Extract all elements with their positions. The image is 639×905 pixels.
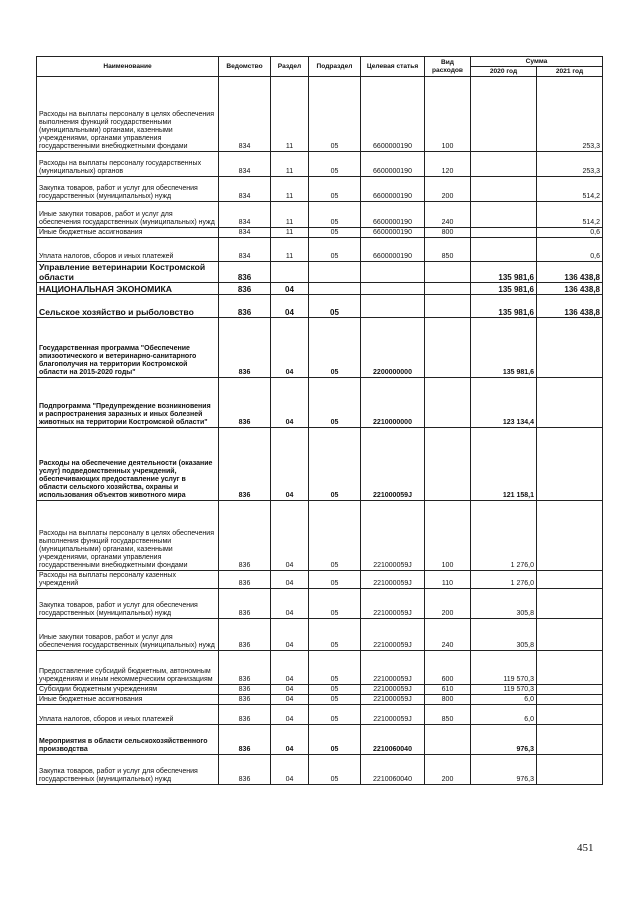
row-podrazdel: 05 — [309, 685, 361, 695]
row-vedomstvo: 834 — [219, 152, 271, 177]
row-name: Иные бюджетные ассигнования — [37, 228, 219, 238]
row-sum-2020: 6,0 — [471, 695, 537, 705]
row-sum-2020: 6,0 — [471, 705, 537, 725]
row-sum-2021 — [537, 705, 603, 725]
row-vid: 610 — [425, 685, 471, 695]
row-podrazdel: 05 — [309, 619, 361, 651]
row-razdel: 04 — [271, 651, 309, 685]
row-razdel: 11 — [271, 238, 309, 262]
table-row — [37, 705, 603, 725]
row-name: Уплата налогов, сборов и иных платежей — [37, 238, 219, 262]
row-vedomstvo: 834 — [219, 238, 271, 262]
row-podrazdel: 05 — [309, 725, 361, 755]
row-vedomstvo: 836 — [219, 685, 271, 695]
row-sum-2020: 135 981,6 — [471, 262, 537, 283]
row-sum-2021 — [537, 619, 603, 651]
row-target: 6600000190 — [361, 238, 425, 262]
row-name: Подпрограмма "Предупреждение возникновения и распространения заразных и иных болезней животных на территории Костромской области" — [37, 378, 219, 428]
row-vedomstvo: 836 — [219, 318, 271, 378]
row-sum-2021 — [537, 589, 603, 619]
row-vedomstvo: 836 — [219, 428, 271, 501]
row-podrazdel: 05 — [309, 202, 361, 228]
row-name: Расходы на выплаты персоналу казенных учреждений — [37, 571, 219, 589]
row-name: Иные закупки товаров, работ и услуг для обеспечения государственных (муниципальных) нужд — [37, 619, 219, 651]
table-row — [37, 589, 603, 619]
row-target: 221000059J — [361, 705, 425, 725]
row-name: Мероприятия в области сельскохозяйственного производства — [37, 725, 219, 755]
row-vid — [425, 428, 471, 501]
row-target — [361, 283, 425, 295]
row-target: 6600000190 — [361, 77, 425, 152]
row-vid: 120 — [425, 152, 471, 177]
header-vid: Вид расходов — [425, 57, 471, 77]
header-name: Наименование — [37, 57, 219, 77]
row-razdel: 04 — [271, 295, 309, 318]
row-podrazdel: 05 — [309, 77, 361, 152]
row-vedomstvo: 836 — [219, 378, 271, 428]
row-target: 2210060040 — [361, 725, 425, 755]
row-sum-2020 — [471, 152, 537, 177]
row-target: 221000059J — [361, 651, 425, 685]
row-sum-2021 — [537, 318, 603, 378]
row-name: Закупка товаров, работ и услуг для обеспечения государственных (муниципальных) нужд — [37, 755, 219, 785]
row-vid — [425, 262, 471, 283]
row-sum-2020 — [471, 238, 537, 262]
row-sum-2021: 253,3 — [537, 77, 603, 152]
row-razdel: 11 — [271, 152, 309, 177]
row-podrazdel: 05 — [309, 651, 361, 685]
page-number: 451 — [577, 842, 594, 854]
row-vedomstvo: 834 — [219, 77, 271, 152]
row-vedomstvo: 836 — [219, 705, 271, 725]
row-sum-2020: 119 570,3 — [471, 685, 537, 695]
row-podrazdel: 05 — [309, 428, 361, 501]
row-podrazdel: 05 — [309, 177, 361, 202]
table-row — [37, 262, 603, 283]
row-name: Уплата налогов, сборов и иных платежей — [37, 705, 219, 725]
row-razdel: 04 — [271, 501, 309, 571]
row-target: 6600000190 — [361, 152, 425, 177]
table-row — [37, 202, 603, 228]
row-sum-2020: 1 276,0 — [471, 571, 537, 589]
table-row — [37, 619, 603, 651]
row-podrazdel: 05 — [309, 378, 361, 428]
row-vid — [425, 725, 471, 755]
row-sum-2020: 121 158,1 — [471, 428, 537, 501]
row-podrazdel: 05 — [309, 571, 361, 589]
row-razdel: 11 — [271, 228, 309, 238]
row-podrazdel — [309, 262, 361, 283]
budget-table-sheet — [36, 56, 602, 785]
row-vid: 850 — [425, 705, 471, 725]
row-vid: 200 — [425, 589, 471, 619]
row-podrazdel: 05 — [309, 318, 361, 378]
row-sum-2020 — [471, 228, 537, 238]
row-name: Иные закупки товаров, работ и услуг для обеспечения государственных (муниципальных) нужд — [37, 202, 219, 228]
row-sum-2021: 0,6 — [537, 228, 603, 238]
row-sum-2020: 976,3 — [471, 755, 537, 785]
row-vid: 800 — [425, 228, 471, 238]
row-razdel: 04 — [271, 619, 309, 651]
table-row — [37, 725, 603, 755]
row-vedomstvo: 836 — [219, 283, 271, 295]
row-target: 6600000190 — [361, 228, 425, 238]
row-vedomstvo: 834 — [219, 202, 271, 228]
row-podrazdel: 05 — [309, 295, 361, 318]
table-row — [37, 651, 603, 685]
header-summa: Сумма — [471, 57, 603, 67]
row-sum-2020: 305,8 — [471, 619, 537, 651]
row-razdel: 04 — [271, 283, 309, 295]
row-name: Управление ветеринарии Костромской области — [37, 262, 219, 283]
row-sum-2020: 1 276,0 — [471, 501, 537, 571]
row-vid — [425, 295, 471, 318]
row-sum-2021 — [537, 428, 603, 501]
row-target — [361, 295, 425, 318]
row-target: 221000059J — [361, 619, 425, 651]
row-vedomstvo: 836 — [219, 755, 271, 785]
row-sum-2021: 253,3 — [537, 152, 603, 177]
row-name: Расходы на выплаты персоналу в целях обеспечения выполнения функций государственными (муниципальными) органами, казенными учреждениями, органами управления государственными внебюджетными фондами — [37, 501, 219, 571]
row-vid: 200 — [425, 755, 471, 785]
row-razdel: 11 — [271, 202, 309, 228]
row-podrazdel: 05 — [309, 705, 361, 725]
row-vedomstvo: 836 — [219, 725, 271, 755]
row-vedomstvo: 836 — [219, 619, 271, 651]
row-vid: 800 — [425, 695, 471, 705]
row-razdel: 04 — [271, 755, 309, 785]
row-vedomstvo: 834 — [219, 228, 271, 238]
row-sum-2020: 135 981,6 — [471, 318, 537, 378]
row-sum-2021 — [537, 725, 603, 755]
header-vedomstvo: Ведомство — [219, 57, 271, 77]
table-row — [37, 177, 603, 202]
row-podrazdel: 05 — [309, 238, 361, 262]
row-vedomstvo: 834 — [219, 177, 271, 202]
row-podrazdel: 05 — [309, 589, 361, 619]
row-target: 2200000000 — [361, 318, 425, 378]
header-podrazdel: Подраздел — [309, 57, 361, 77]
row-vid — [425, 378, 471, 428]
table-row — [37, 501, 603, 571]
row-razdel: 04 — [271, 685, 309, 695]
row-name: Государственная программа "Обеспечение эпизоотического и ветеринарно-санитарного благополучия на территории Костромской области на 2015-2020 годы" — [37, 318, 219, 378]
row-sum-2020 — [471, 202, 537, 228]
row-vid: 100 — [425, 77, 471, 152]
row-vid: 100 — [425, 501, 471, 571]
row-sum-2020: 135 981,6 — [471, 283, 537, 295]
table-row — [37, 283, 603, 295]
row-sum-2021: 136 438,8 — [537, 295, 603, 318]
table-row — [37, 238, 603, 262]
row-target: 6600000190 — [361, 177, 425, 202]
row-sum-2020: 135 981,6 — [471, 295, 537, 318]
row-sum-2021 — [537, 378, 603, 428]
row-vid — [425, 318, 471, 378]
row-name: Закупка товаров, работ и услуг для обеспечения государственных (муниципальных) нужд — [37, 589, 219, 619]
row-podrazdel: 05 — [309, 695, 361, 705]
row-vedomstvo: 836 — [219, 262, 271, 283]
row-name: Закупка товаров, работ и услуг для обеспечения государственных (муниципальных) нужд — [37, 177, 219, 202]
row-podrazdel: 05 — [309, 152, 361, 177]
header-target: Целевая статья — [361, 57, 425, 77]
table-row — [37, 378, 603, 428]
row-vid: 600 — [425, 651, 471, 685]
row-name: Расходы на выплаты персоналу в целях обеспечения выполнения функций государственными (муниципальными) органами, казенными учреждениями, органами управления государственными внебюджетными фондами — [37, 77, 219, 152]
row-name: Расходы на обеспечение деятельности (оказание услуг) подведомственных учреждений, обеспечивающих предоставление услуг в области сельского хозяйства, охраны и использования объектов животного мира — [37, 428, 219, 501]
row-podrazdel: 05 — [309, 228, 361, 238]
row-target — [361, 262, 425, 283]
row-sum-2021 — [537, 651, 603, 685]
row-vedomstvo: 836 — [219, 589, 271, 619]
row-target: 221000059J — [361, 695, 425, 705]
row-vid: 200 — [425, 177, 471, 202]
row-vid — [425, 283, 471, 295]
row-vedomstvo: 836 — [219, 295, 271, 318]
row-target: 221000059J — [361, 685, 425, 695]
row-razdel: 11 — [271, 177, 309, 202]
row-sum-2021 — [537, 695, 603, 705]
row-sum-2021: 136 438,8 — [537, 262, 603, 283]
row-vedomstvo: 836 — [219, 571, 271, 589]
row-razdel: 04 — [271, 589, 309, 619]
row-sum-2021: 136 438,8 — [537, 283, 603, 295]
row-vedomstvo: 836 — [219, 695, 271, 705]
row-sum-2020 — [471, 177, 537, 202]
table-row — [37, 685, 603, 695]
row-target: 2210060040 — [361, 755, 425, 785]
table-row — [37, 428, 603, 501]
row-target: 221000059J — [361, 428, 425, 501]
row-sum-2021 — [537, 685, 603, 695]
row-razdel: 11 — [271, 77, 309, 152]
row-sum-2021 — [537, 571, 603, 589]
row-razdel: 04 — [271, 725, 309, 755]
row-target: 221000059J — [361, 571, 425, 589]
row-sum-2021: 0,6 — [537, 238, 603, 262]
row-razdel: 04 — [271, 318, 309, 378]
row-razdel: 04 — [271, 378, 309, 428]
row-vid: 850 — [425, 238, 471, 262]
table-row — [37, 228, 603, 238]
row-name: Сельское хозяйство и рыболовство — [37, 295, 219, 318]
table-row — [37, 571, 603, 589]
row-target: 6600000190 — [361, 202, 425, 228]
table-row — [37, 152, 603, 177]
row-sum-2020: 976,3 — [471, 725, 537, 755]
row-name: Предоставление субсидий бюджетным, автономным учреждениям и иным некоммерческим организациям — [37, 651, 219, 685]
row-vid: 110 — [425, 571, 471, 589]
row-target: 221000059J — [361, 501, 425, 571]
row-target: 221000059J — [361, 589, 425, 619]
row-sum-2020 — [471, 77, 537, 152]
row-razdel — [271, 262, 309, 283]
table-row — [37, 318, 603, 378]
row-sum-2020: 305,8 — [471, 589, 537, 619]
budget-table-body — [37, 77, 603, 785]
table-row — [37, 695, 603, 705]
row-sum-2020: 123 134,4 — [471, 378, 537, 428]
row-sum-2021: 514,2 — [537, 177, 603, 202]
header-year-2021: 2021 год — [537, 67, 603, 77]
row-sum-2021: 514,2 — [537, 202, 603, 228]
row-razdel: 04 — [271, 428, 309, 501]
header-year-2020: 2020 год — [471, 67, 537, 77]
row-podrazdel: 05 — [309, 755, 361, 785]
row-name: Субсидии бюджетным учреждениям — [37, 685, 219, 695]
row-podrazdel: 05 — [309, 501, 361, 571]
row-vid: 240 — [425, 619, 471, 651]
row-razdel: 04 — [271, 705, 309, 725]
row-razdel: 04 — [271, 571, 309, 589]
row-razdel: 04 — [271, 695, 309, 705]
row-sum-2021 — [537, 755, 603, 785]
table-row — [37, 295, 603, 318]
row-name: НАЦИОНАЛЬНАЯ ЭКОНОМИКА — [37, 283, 219, 295]
row-sum-2021 — [537, 501, 603, 571]
budget-table — [36, 56, 603, 785]
row-name: Расходы на выплаты персоналу государственных (муниципальных) органов — [37, 152, 219, 177]
row-target: 2210000000 — [361, 378, 425, 428]
row-vedomstvo: 836 — [219, 651, 271, 685]
row-sum-2020: 119 570,3 — [471, 651, 537, 685]
table-row — [37, 755, 603, 785]
row-vedomstvo: 836 — [219, 501, 271, 571]
header-razdel: Раздел — [271, 57, 309, 77]
table-row — [37, 77, 603, 152]
row-podrazdel — [309, 283, 361, 295]
row-vid: 240 — [425, 202, 471, 228]
row-name: Иные бюджетные ассигнования — [37, 695, 219, 705]
